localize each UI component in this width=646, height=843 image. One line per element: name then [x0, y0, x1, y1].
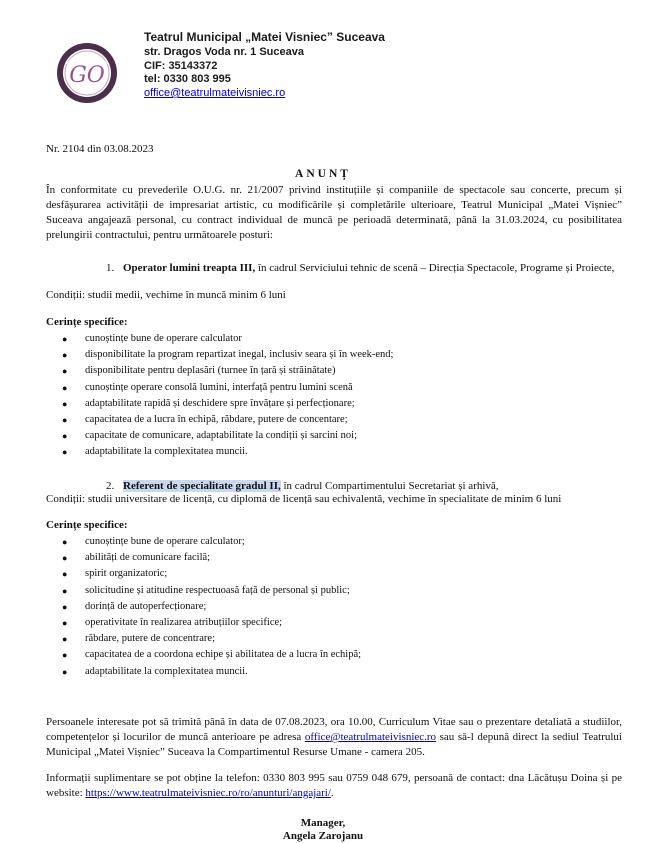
theatre-logo — [56, 42, 118, 104]
job-1-requirements-title: Cerințe specifice: — [46, 316, 128, 328]
job-1-requirements-list — [60, 331, 393, 461]
bullet-icon: ● — [62, 414, 68, 425]
list-item: ● solicitudine și atitudine respectuoasă față de personal și public; — [60, 583, 361, 599]
list-item: ● cunoștințe bune de operare calculator — [60, 331, 393, 347]
bullet-icon: ● — [62, 431, 68, 442]
list-item: ● răbdare, putere de concentrare; — [60, 631, 361, 647]
list-item: ● adaptabilitate la complexitatea muncii. — [60, 444, 393, 460]
list-item: ● capacitatea de a lucra în echipă, răbdare, putere de concentare; — [60, 412, 393, 428]
job-2-title: Referent de specialitate gradul II, — [123, 480, 281, 492]
list-item: ● capacitatea de a coordona echipe și abilitatea de a lucra în echipă; — [60, 647, 361, 663]
bullet-icon: ● — [62, 398, 68, 409]
document-heading: ANUNȚ — [295, 168, 351, 180]
institution-address: str. Dragos Voda nr. 1 Suceava — [144, 46, 304, 58]
bullet-icon: ● — [62, 447, 68, 458]
bullet-icon: ● — [62, 553, 68, 564]
signature-name: Angela Zarojanu — [282, 830, 364, 842]
list-item: ● adaptabilitate rapidă și deschidere spre învățare și perfecționare; — [60, 396, 393, 412]
list-item: ● cunoștințe operare consolă lumini, interfață pentru lumini scenă — [60, 380, 393, 396]
institution-name: Teatrul Municipal „Matei Visniec” Suceava — [144, 30, 385, 44]
bullet-icon: ● — [62, 650, 68, 661]
document-number: Nr. 2104 din 03.08.2023 — [46, 143, 154, 155]
job-2-number: 2. — [106, 480, 115, 492]
list-item: ● disponibilitate pentru deplasări (turnee în țară și străinătate) — [60, 363, 393, 379]
bullet-icon: ● — [62, 585, 68, 596]
bullet-icon: ● — [62, 601, 68, 612]
job-2-department: în cadrul Compartimentului Secretariat și arhivă, — [280, 480, 499, 492]
institution-cif: CIF: 35143372 — [144, 60, 218, 72]
list-item: ● disponibilitate la program repartizat inegal, inclusiv seara și în week-end; — [60, 347, 393, 363]
job-2-header — [106, 480, 622, 492]
signature-role: Manager, — [300, 817, 346, 829]
list-item: ● spirit organizatoric; — [60, 566, 361, 582]
job-1-number: 1. — [106, 262, 115, 274]
job-1-title: Operator lumini treapta III, — [123, 262, 256, 274]
institution-phone: tel: 0330 803 995 — [144, 73, 231, 85]
job-1-header — [106, 262, 622, 274]
list-item: ● dorință de autoperfecționare; — [60, 599, 361, 615]
contact-paragraph: Informații suplimentare se pot obține la telefon: 0330 803 995 sau 0759 048 679, persoană de contact: dna Lăcătușu Doina și pe website: https://www.teatrulmateivisniec.ro/ro/anunturi/angajari/. — [46, 772, 622, 799]
bullet-icon: ● — [62, 569, 68, 580]
intro-paragraph: În conformitate cu prevederile O.U.G. nr. 21/2007 privind instituțiile și companiile de spectacole sau concerte, precum și desfășurarea activității de impresariat artistic, cu modificările și completările ulterioare, Teatrul Municipal „Matei Vișniec” Suceava angajează personal, cu contract individual de muncă pe perioadă determinată, până la 31.03.2024, cu posibilitatea prelungirii contractului, pentru următoarele posturi: — [46, 184, 622, 241]
list-item: ● capacitate de comunicare, adaptabilitate la condiții și sarcini noi; — [60, 428, 393, 444]
bullet-icon: ● — [62, 334, 68, 344]
job-2-conditions: Condiții: studii universitare de licență, cu diplomă de licență sau echivalentă, vechime în specialitate de minim 6 luni — [46, 493, 562, 505]
website-link[interactable]: https://www.teatrulmateivisniec.ro/ro/anunturi/angajari/ — [85, 787, 331, 799]
bullet-icon: ● — [62, 382, 68, 393]
bullet-icon: ● — [62, 617, 68, 628]
job-2-requirements-title: Cerințe specifice: — [46, 519, 128, 531]
list-item: ● cunoștințe bune de operare calculator; — [60, 534, 361, 550]
bullet-icon: ● — [62, 666, 68, 677]
bullet-icon: ● — [62, 537, 68, 547]
job-2-requirements-list — [60, 534, 361, 680]
list-item: ● operativitate în realizarea atribuțiilor specifice; — [60, 615, 361, 631]
application-paragraph: Persoanele interesate pot să trimită până în data de 07.08.2023, ora 10.00, Curriculum Vitae sau o prezentare detaliată a studiilor, competențelor și locurilor de muncă anterioare pe adresa office@teatrulmateivisniec.ro sau să-l depună direct la sediul Teatrului Municipal „Matei Vișniec” Suceava la Compartimentul Resurse Umane - camera 205. — [46, 716, 622, 758]
bullet-icon: ● — [62, 634, 68, 645]
bullet-icon: ● — [62, 366, 68, 377]
application-email-link[interactable]: office@teatrulmateivisniec.ro — [304, 731, 437, 743]
list-item: ● adaptabilitate la complexitatea muncii. — [60, 664, 361, 680]
svg-text:GO: GO — [69, 63, 105, 88]
bullet-icon: ● — [62, 350, 68, 361]
job-1-department: în cadrul Serviciului tehnic de scenă – Direcția Spectacole, Programe și Proiecte, — [255, 262, 615, 274]
institution-email-link[interactable]: office@teatrulmateivisniec.ro — [144, 87, 286, 99]
list-item: ● abilități de comunicare facilă; — [60, 550, 361, 566]
job-1-conditions: Condiții: studii medii, vechime în muncă minim 6 luni — [46, 289, 286, 301]
